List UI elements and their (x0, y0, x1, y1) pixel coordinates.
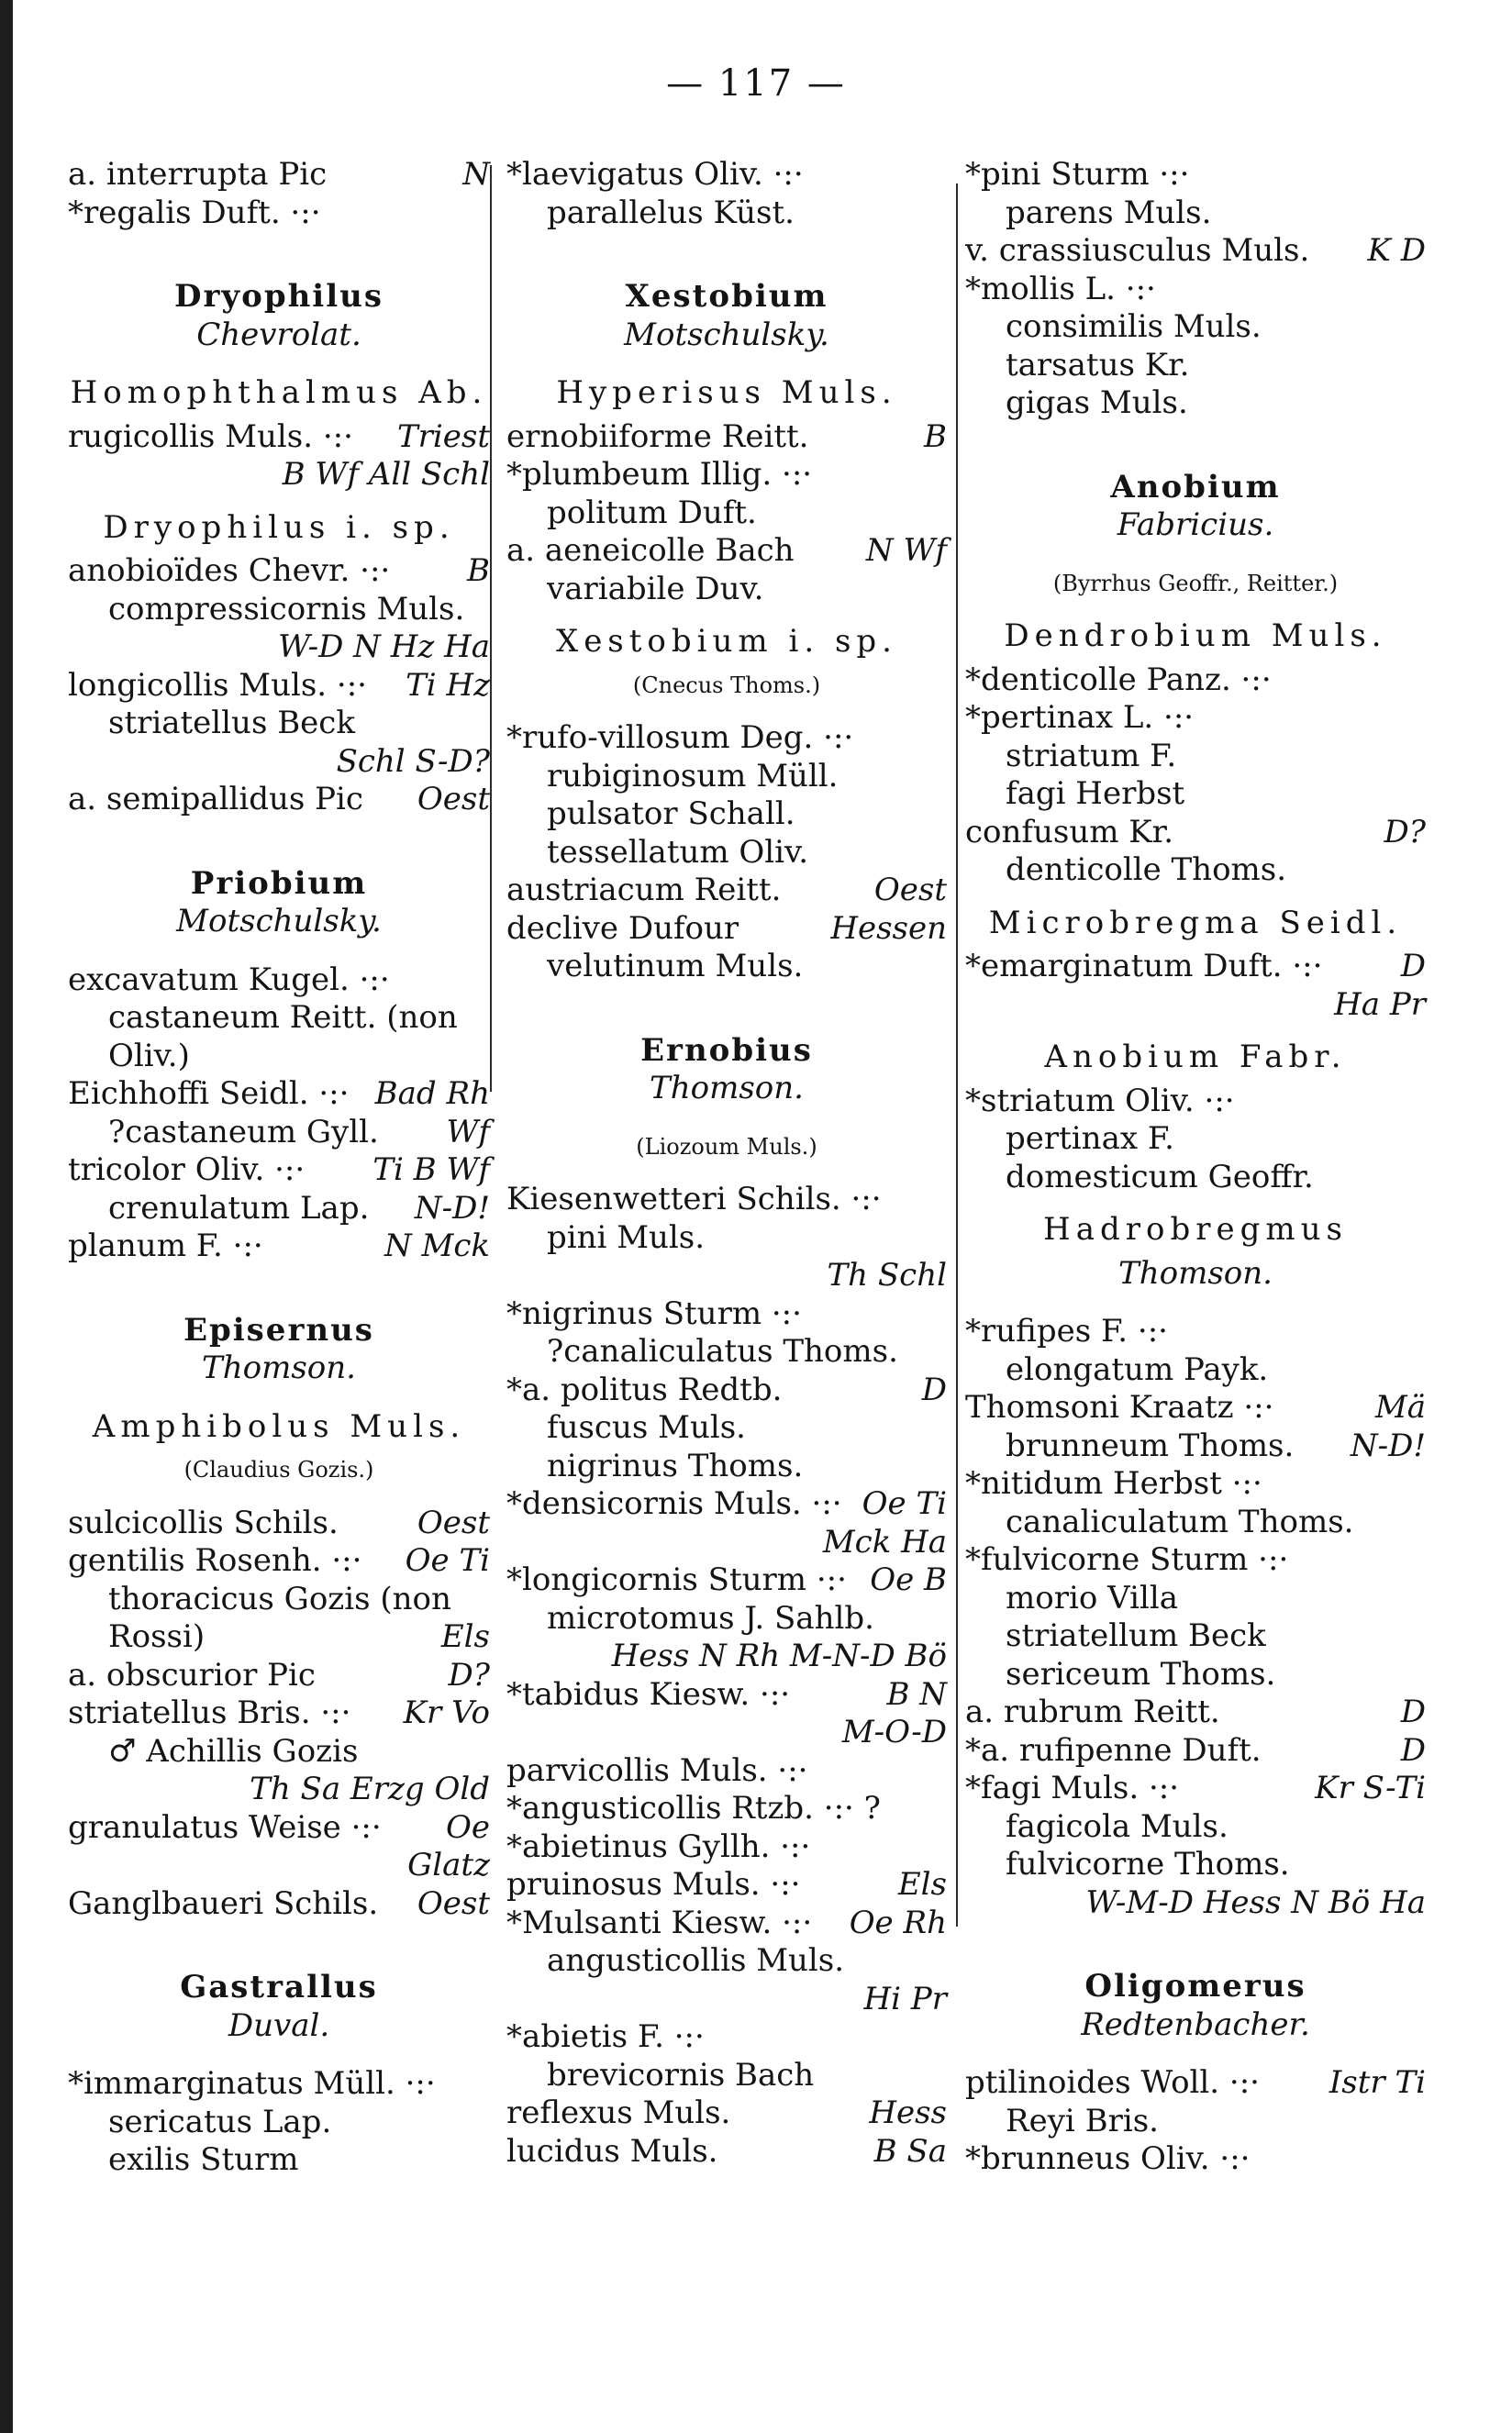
species-entry (965, 156, 1426, 194)
genus-heading: Oligomerus (1084, 1968, 1306, 2005)
species-entry (965, 1389, 1426, 1428)
synonym-entry (68, 1038, 490, 1076)
entry-name: *Mulsanti Kiesw. ·:· (506, 1904, 813, 1941)
distribution-note: N Mck (384, 1228, 490, 1264)
synonym-entry (965, 2103, 1426, 2141)
entry-name: variabile Duv. (547, 570, 764, 607)
entry-name: velutinum Muls. (547, 948, 804, 984)
entry-name: pertinax F. (1006, 1120, 1174, 1157)
distribution-note: Els (440, 1618, 490, 1655)
subgenus-heading: Amphibolus Muls. (92, 1407, 466, 1445)
species-entry (506, 532, 947, 571)
distribution-note: Kr S-Ti (1315, 1770, 1426, 1806)
synonym-entry (506, 494, 947, 533)
distribution-note: Wf (446, 1113, 490, 1150)
species-entry (965, 271, 1426, 309)
synonym-entry (965, 1808, 1426, 1847)
distribution-continuation: Schl S-D? (336, 742, 490, 780)
entry-name: reflexus Muls. (506, 2094, 731, 2131)
distribution-note: B (924, 417, 947, 455)
distribution-note: Els (897, 1866, 947, 1903)
subgenus-heading: Microbregma Seidl. (988, 904, 1403, 941)
entry-name: ?castaneum Gyll. (108, 1113, 379, 1150)
distribution-note: Hess (869, 2094, 947, 2131)
distribution-continuation: M-O-D (841, 1714, 947, 1750)
entry-name: *abietis F. ·:· (506, 2018, 705, 2055)
entry-name: confusum Kr. (965, 813, 1174, 850)
entry-name: gigas Muls. (1006, 384, 1188, 421)
species-entry (965, 1732, 1426, 1771)
species-entry (506, 1828, 947, 1867)
species-entry (506, 1752, 947, 1791)
distribution-note: Ti B Wf (372, 1151, 490, 1188)
distribution-note: D? (1384, 813, 1426, 850)
entry-name: *densicornis Muls. ·:· (506, 1485, 842, 1522)
species-entry (965, 2064, 1426, 2103)
distribution-note: Bad Rh (374, 1075, 490, 1112)
species-entry (68, 1809, 490, 1848)
entry-name: nigrinus Thoms. (547, 1447, 804, 1484)
synonym-entry (965, 1159, 1426, 1197)
synonym-entry (965, 1504, 1426, 1542)
distribution-note: Oe B (870, 1561, 947, 1598)
entry-name: *denticolle Panz. ·:· (965, 661, 1272, 698)
entry-name: Thomsoni Kraatz ·:· (965, 1389, 1274, 1426)
entry-name: anobioïdes Chevr. ·:· (68, 552, 391, 589)
entry-name: exilis Sturm (108, 2141, 299, 2178)
synonym-entry (506, 571, 947, 609)
distribution-continuation: Th Schl (827, 1257, 947, 1294)
species-entry (68, 1151, 490, 1190)
entry-name: *tabidus Kiesw. ·:· (506, 1675, 791, 1713)
species-entry (506, 1676, 947, 1715)
distribution-note: Oest (417, 781, 490, 817)
species-entry (965, 1770, 1426, 1808)
distribution-note: B N (886, 1675, 947, 1713)
synonym-entry (506, 2057, 947, 2095)
synonym-entry (965, 1351, 1426, 1390)
entry-name: a. interrupta Pic (68, 156, 328, 193)
subgenus-heading: Hadrobregmus (1043, 1211, 1348, 1248)
species-entry (965, 2140, 1426, 2179)
distribution-note: Ti Hz (406, 666, 490, 704)
section-gap (506, 232, 947, 252)
synonym-entry (965, 851, 1426, 890)
distribution-note: Kr Vo (403, 1694, 490, 1731)
entry-name: morio Villa (1006, 1579, 1178, 1616)
entry-name: Reyi Bris. (1006, 2102, 1159, 2139)
species-entry (506, 456, 947, 494)
entry-name: denticolle Thoms. (1006, 851, 1287, 888)
species-entry (68, 1885, 490, 1924)
synonym-entry (506, 1942, 947, 1981)
subgenus-heading: Anobium Fabr. (1044, 1039, 1347, 1075)
distribution-note: N (462, 156, 490, 193)
entry-name: fulvicorne Thoms. (1006, 1846, 1290, 1883)
entry-name: ernobiiforme Reitt. (506, 417, 809, 455)
synonym-entry (965, 384, 1426, 423)
entry-name: parens Muls. (1006, 194, 1212, 231)
distribution-continuation: Glatz (407, 1847, 490, 1883)
species-entry (68, 1694, 490, 1733)
species-entry (506, 872, 947, 910)
entry-name: castaneum Reitt. (non (108, 999, 458, 1036)
species-entry (965, 699, 1426, 738)
entry-name: a. semipallidus Pic (68, 781, 363, 817)
synonym-entry (965, 1656, 1426, 1694)
entry-name: rubiginosum Müll. (547, 757, 839, 794)
synonym-entry (965, 1120, 1426, 1159)
synonym-entry (965, 347, 1426, 385)
distribution-note: D? (448, 1656, 490, 1694)
entry-name: *a. rufipenne Duft. (965, 1731, 1262, 1769)
synonym-entry (965, 1617, 1426, 1656)
distribution-note: B (467, 552, 490, 589)
synonym-entry (965, 308, 1426, 347)
entry-name: *emarginatum Duft. ·:· (965, 948, 1323, 984)
distribution-note: D (921, 1371, 947, 1408)
species-entry (68, 418, 490, 457)
species-entry (965, 814, 1426, 852)
species-entry (506, 1295, 947, 1334)
entry-name: Ganglbaueri Schils. (68, 1884, 379, 1922)
distribution-continuation: Hi Pr (863, 1980, 947, 2017)
distribution-note: D (1400, 1694, 1426, 1730)
species-entry (506, 2133, 947, 2172)
synonym-entry (506, 1600, 947, 1639)
synonym-entry (68, 705, 490, 743)
genus-heading: Priobium (190, 864, 368, 902)
synonym-entry (506, 1219, 947, 1258)
subgenus-heading: Xestobium i. sp. (555, 623, 897, 660)
entry-name: lucidus Muls. (506, 2132, 718, 2170)
entry-name: sericatus Lap. (108, 2103, 332, 2140)
genus-author: Thomson. (202, 1350, 356, 1386)
entry-name: gentilis Rosenh. ·:· (68, 1542, 362, 1579)
genus-author: Redtenbacher. (1081, 2005, 1310, 2043)
genus-heading: Dryophilus (173, 278, 384, 315)
distribution-note: D (1400, 948, 1426, 984)
distribution-continuation: Hess N Rh M-N-D Bö (611, 1638, 947, 1674)
entry-name: declive Dufour (506, 909, 739, 947)
synonym-entry (506, 1409, 947, 1448)
entry-name: austriacum Reitt. (506, 872, 782, 908)
species-entry (506, 1790, 947, 1828)
genus-author: Motschulsky. (176, 903, 382, 939)
distribution-note: N Wf (865, 532, 947, 569)
entry-name: a. obscurior Pic (68, 1656, 316, 1694)
species-entry (965, 232, 1426, 271)
entry-name: granulatus Weise ·:· (68, 1808, 382, 1846)
column-2 (506, 156, 947, 2171)
entry-name: *a. politus Redtb. (506, 1371, 783, 1408)
column-3 (965, 156, 1426, 2179)
entry-name: tricolor Oliv. ·:· (68, 1151, 306, 1188)
species-entry (68, 156, 490, 194)
synonym-entry (68, 2141, 490, 2180)
synonym-entry (965, 775, 1426, 814)
entry-name: ?canaliculatus Thoms. (547, 1333, 898, 1370)
synonym-note: (Liozoum Muls.) (636, 1133, 817, 1160)
section-gap (506, 986, 947, 1006)
entry-name: ♂ Achillis Gozis (108, 1732, 359, 1770)
entry-name: angusticollis Muls. (547, 1942, 845, 1979)
entry-name: brunneum Thoms. (1006, 1427, 1295, 1464)
entry-name: pruinosus Muls. ·:· (506, 1866, 801, 1903)
entry-name: ptilinoides Woll. ·:· (965, 2064, 1260, 2101)
species-entry (68, 1075, 490, 1114)
entry-name: *pertinax L. ·:· (965, 699, 1195, 736)
entry-name: v. crassiusculus Muls. (965, 232, 1310, 269)
genus-author: Thomson. (650, 1070, 804, 1106)
distribution-note: Istr Ti (1329, 2064, 1426, 2101)
entry-name: parvicollis Muls. ·:· (506, 1751, 808, 1789)
entry-name: domesticum Geoffr. (1006, 1158, 1314, 1195)
entry-name: sulcicollis Schils. (68, 1504, 339, 1541)
entry-name: *laevigatus Oliv. ·:· (506, 156, 804, 193)
species-entry (68, 552, 490, 591)
entry-name: fagicola Muls. (1006, 1807, 1228, 1845)
entry-name: crenulatum Lap. (108, 1189, 370, 1227)
synonym-note: (Byrrhus Geoffr., Reitter.) (1052, 570, 1339, 596)
entry-name: *nigrinus Sturm ·:· (506, 1294, 802, 1332)
species-entry (68, 781, 490, 819)
distribution-note: Oest (873, 872, 947, 908)
species-entry (68, 961, 490, 1000)
column-divider-2 (956, 183, 958, 1927)
distribution-note: K D (1367, 232, 1426, 269)
entry-name: fagi Herbst (1006, 775, 1185, 812)
distribution-continuation: Th Sa Erzg Old (250, 1771, 490, 1807)
entry-name: *brunneus Oliv. ·:· (965, 2140, 1251, 2177)
entry-name: excavatum Kugel. ·:· (68, 961, 390, 998)
species-entry (506, 156, 947, 194)
genus-heading: Xestobium (625, 278, 828, 315)
species-entry (965, 1541, 1426, 1580)
entry-name: Eichhoffi Seidl. ·:· (68, 1075, 350, 1112)
synonym-entry (68, 999, 490, 1038)
entry-name: *striatum Oliv. ·:· (965, 1082, 1235, 1119)
entry-name: *fulvicorne Sturm ·:· (965, 1541, 1289, 1578)
genus-author: Motschulsky. (624, 316, 829, 353)
synonym-note: (Claudius Gozis.) (183, 1457, 374, 1483)
entry-name: striatellum Beck (1006, 1617, 1266, 1654)
synonym-entry (68, 1190, 490, 1228)
entry-name: *mollis L. ·:· (965, 270, 1156, 307)
synonym-entry (506, 194, 947, 233)
distribution-note: B Sa (873, 2132, 947, 2170)
species-entry (68, 1542, 490, 1581)
column-1 (68, 156, 490, 2180)
synonym-entry (68, 1733, 490, 1772)
entry-name: pulsator Schall. (547, 795, 795, 832)
entry-name: rugicollis Muls. ·:· (68, 417, 353, 455)
synonym-entry (68, 591, 490, 629)
distribution-note: N-D! (1350, 1427, 1426, 1464)
species-entry (68, 1657, 490, 1695)
species-entry (506, 1372, 947, 1410)
entry-name: thoracicus Gozis (non (108, 1580, 451, 1617)
entry-name: brevicornis Bach (547, 2056, 815, 2094)
species-entry (506, 2094, 947, 2133)
entry-name: consimilis Muls. (1006, 308, 1262, 345)
section-gap (68, 819, 490, 839)
subgenus-heading: Homophthalmus Ab. (70, 374, 488, 411)
subgenus-heading: Dendrobium Muls. (1004, 617, 1387, 654)
species-entry (506, 2018, 947, 2057)
section-gap (965, 1922, 1426, 1942)
subgenus-heading: Hyperisus Muls. (556, 374, 897, 411)
section-gap (68, 1923, 490, 1943)
species-entry (965, 1694, 1426, 1732)
species-entry (965, 1313, 1426, 1351)
species-entry (68, 1228, 490, 1266)
entry-name: *angusticollis Rtzb. ·:· ? (506, 1790, 881, 1827)
entry-name: Oliv.) (108, 1037, 190, 1074)
synonym-entry (965, 738, 1426, 776)
species-entry (506, 1485, 947, 1524)
entry-name: elongatum Payk. (1006, 1350, 1269, 1388)
distribution-note: Oe Rh (849, 1904, 947, 1941)
entry-name: *longicornis Sturm ·:· (506, 1561, 847, 1598)
synonym-entry (965, 1846, 1426, 1884)
page-number: — 117 — (666, 62, 846, 105)
distribution-note: Oe Ti (862, 1485, 947, 1522)
entry-name: tessellatum Oliv. (547, 833, 809, 871)
entry-name: a. rubrum Reitt. (965, 1694, 1220, 1730)
distribution-continuation: Mck Ha (822, 1523, 947, 1561)
species-entry (965, 661, 1426, 700)
synonym-entry (68, 1581, 490, 1619)
synonym-entry (506, 795, 947, 834)
genus-author: Duval. (228, 2006, 330, 2044)
species-entry (965, 1465, 1426, 1504)
distribution-note: Oest (417, 1504, 490, 1541)
entry-name: *pini Sturm ·:· (965, 156, 1190, 193)
synonym-entry (68, 2104, 490, 2142)
genus-heading: Gastrallus (180, 1969, 378, 2005)
species-entry (68, 1505, 490, 1543)
entry-name: Kiesenwetteri Schils. ·:· (506, 1181, 882, 1217)
species-entry (506, 418, 947, 457)
distribution-continuation: Ha Pr (1334, 985, 1426, 1023)
species-entry (506, 719, 947, 758)
genus-heading: Ernobius (640, 1031, 813, 1069)
species-entry (965, 1083, 1426, 1121)
entry-name: *fagi Muls. ·:· (965, 1770, 1180, 1806)
distribution-note: Oe (446, 1808, 490, 1846)
section-gap (68, 1266, 490, 1286)
species-entry (68, 667, 490, 705)
entry-name: compressicornis Muls. (108, 590, 465, 628)
species-entry (506, 1561, 947, 1600)
entry-name: tarsatus Kr. (1006, 346, 1190, 383)
entry-name: politum Duft. (547, 494, 757, 531)
entry-name: Rossi) (108, 1618, 206, 1655)
species-entry (506, 1866, 947, 1905)
genus-author: Thomson. (1118, 1254, 1273, 1292)
distribution-note: Oe Ti (405, 1542, 490, 1579)
species-entry (68, 2065, 490, 2104)
synonym-note: (Cnecus Thoms.) (632, 672, 821, 698)
entry-name: planum F. ·:· (68, 1228, 263, 1264)
synonym-entry (965, 1580, 1426, 1618)
species-entry (506, 1905, 947, 1943)
entry-name: canaliculatum Thoms. (1006, 1503, 1354, 1540)
species-entry (965, 948, 1426, 986)
entry-name: a. aeneicolle Bach (506, 532, 795, 569)
entry-name: striatellus Bris. ·:· (68, 1694, 351, 1731)
synonym-entry (965, 194, 1426, 233)
column-divider-1 (490, 165, 492, 1092)
synonym-entry (965, 1428, 1426, 1466)
section-gap (68, 232, 490, 252)
synonym-entry (506, 948, 947, 986)
distribution-note: Oest (417, 1884, 490, 1922)
distribution-note: D (1400, 1731, 1426, 1769)
genus-heading: Episernus (183, 1311, 374, 1349)
entry-name: sericeum Thoms. (1006, 1655, 1276, 1693)
section-gap (965, 423, 1426, 443)
distribution-note: Hessen (830, 909, 947, 947)
synonym-entry (506, 1333, 947, 1372)
genus-author: Chevrolat. (196, 316, 361, 353)
entry-name: *rufo-villosum Deg. ·:· (506, 719, 854, 756)
entry-name: longicollis Muls. ·:· (68, 666, 367, 704)
genus-heading: Anobium (1110, 468, 1281, 505)
entry-name: striatellus Beck (108, 705, 355, 741)
entry-name: fuscus Muls. (547, 1409, 746, 1446)
genus-author: Fabricius. (1117, 506, 1274, 543)
entry-name: pini Muls. (547, 1218, 706, 1256)
entry-name: *regalis Duft. ·:· (68, 194, 321, 231)
distribution-note: Triest (396, 417, 490, 455)
synonym-entry (68, 1618, 490, 1657)
subgenus-heading: Dryophilus i. sp. (103, 508, 455, 546)
species-entry (506, 910, 947, 949)
synonym-entry (506, 834, 947, 872)
distribution-continuation: W-M-D Hess N Bö Ha (1085, 1883, 1426, 1921)
synonym-entry (506, 758, 947, 796)
species-entry (68, 194, 490, 233)
distribution-note: Mä (1374, 1389, 1426, 1426)
synonym-entry (506, 1448, 947, 1486)
entry-name: *immarginatus Müll. ·:· (68, 2065, 436, 2102)
entry-name: *plumbeum Illig. ·:· (506, 456, 813, 493)
entry-name: *abietinus Gyllh. ·:· (506, 1828, 811, 1865)
species-entry (506, 1181, 947, 1219)
synonym-entry (68, 1114, 490, 1152)
scan-edge (0, 0, 13, 2433)
distribution-continuation: B Wf All Schl (282, 456, 490, 493)
entry-name: microtomus J. Sahlb. (547, 1599, 874, 1637)
entry-name: *rufipes F. ·:· (965, 1313, 1168, 1350)
distribution-note: N-D! (414, 1189, 490, 1227)
entry-name: striatum F. (1006, 737, 1177, 774)
entry-name: parallelus Küst. (547, 194, 795, 231)
entry-name: *nitidum Herbst ·:· (965, 1465, 1262, 1502)
distribution-continuation: W-D N Hz Ha (278, 628, 490, 665)
